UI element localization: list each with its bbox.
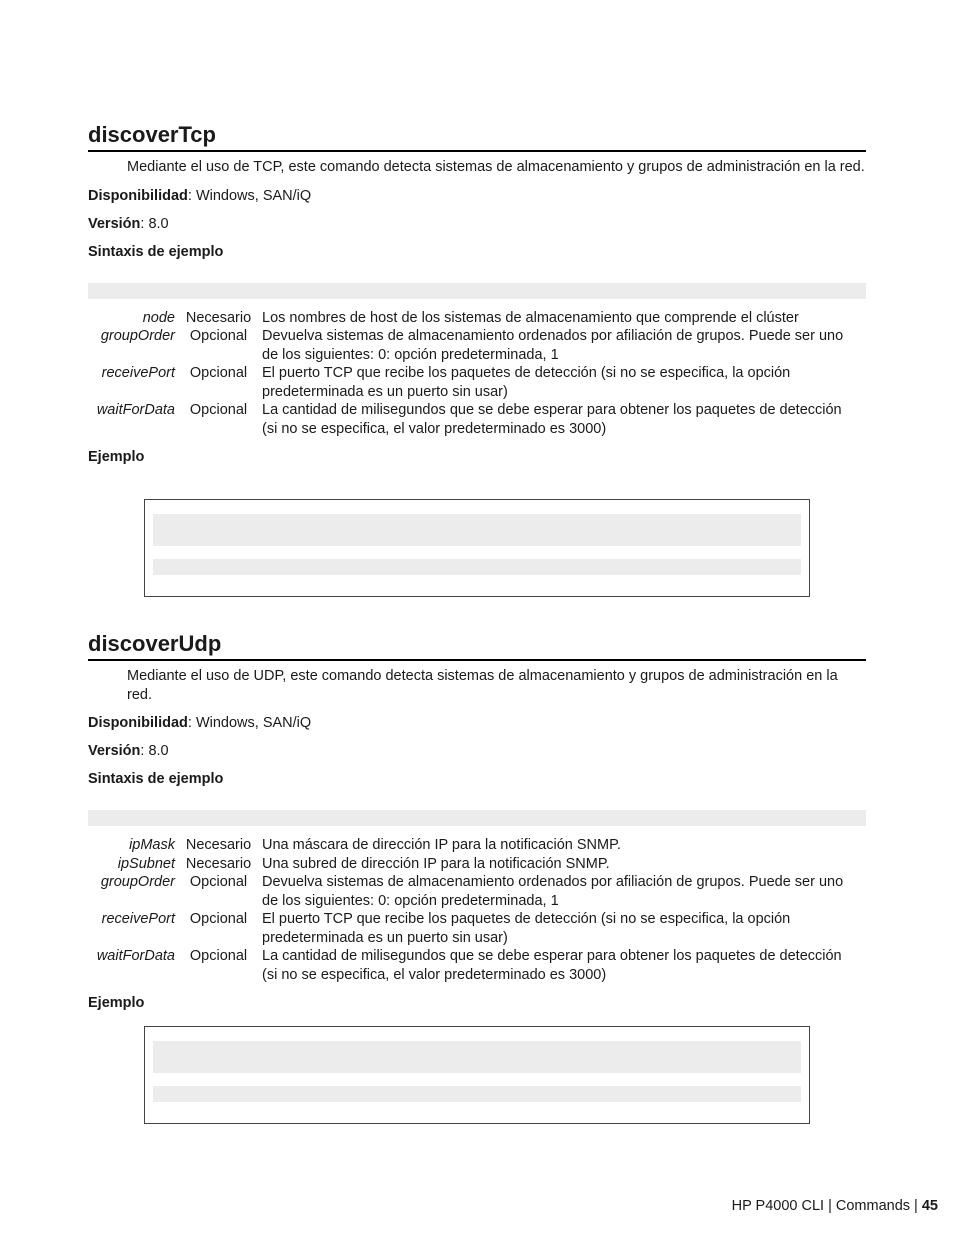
- table-row: [88, 364, 852, 401]
- param-name: waitForData: [96, 402, 175, 418]
- param-name: node: [142, 309, 175, 326]
- param-description: Una máscara de dirección IP para la notificación SNMP.: [262, 837, 621, 853]
- param-requirement: Opcional: [189, 328, 248, 344]
- page-number: 45: [921, 1198, 938, 1214]
- param-requirement: Opcional: [189, 365, 248, 381]
- example-code-line: [153, 1086, 801, 1102]
- param-name: groupOrder: [100, 874, 175, 890]
- param-description: La cantidad de milisegundos que se debe esperar para obtener los paquetes de detección (si no se especifica, el valor predeterminado es 3000): [262, 948, 842, 983]
- section-description: Mediante el uso de UDP, este comando detecta sistemas de almacenamiento y grupos de administración en la red.: [127, 668, 838, 703]
- param-description: La cantidad de milisegundos que se debe esperar para obtener los paquetes de detección (si no se especifica, el valor predeterminado es 3000): [262, 402, 842, 437]
- param-name: ipMask: [129, 837, 175, 853]
- version-value: : 8.0: [140, 743, 169, 759]
- param-description: Los nombres de host de los sistemas de almacenamiento que comprende el clúster: [262, 309, 799, 326]
- param-requirement: Opcional: [189, 911, 248, 927]
- param-description: Devuelva sistemas de almacenamiento ordenados por afiliación de grupos. Puede ser uno de los siguientes: 0: opción predeterminada, 1: [262, 328, 844, 363]
- parameter-table: [88, 836, 852, 984]
- table-row: [88, 947, 852, 984]
- version-value: : 8.0: [140, 215, 169, 232]
- version-label: Versión: [88, 743, 141, 759]
- example-code-line: [153, 559, 801, 575]
- param-description: Devuelva sistemas de almacenamiento ordenados por afiliación de grupos. Puede ser uno de los siguientes: 0: opción predeterminada, 1: [262, 874, 844, 909]
- example-code-box: [144, 499, 810, 597]
- param-description: El puerto TCP que recibe los paquetes de detección (si no se especifica, la opción predeterminada es un puerto sin usar): [262, 365, 791, 400]
- table-row: [88, 401, 852, 438]
- parameter-table: [88, 309, 852, 439]
- table-row: [88, 855, 852, 874]
- availability-line: [88, 714, 866, 732]
- availability-value: : Windows, SAN/iQ: [187, 187, 312, 204]
- footer-text: HP P4000 CLI | Commands |: [731, 1198, 922, 1214]
- version-line: [88, 742, 866, 760]
- param-requirement: Necesario: [185, 855, 252, 872]
- version-label: Versión: [88, 215, 141, 232]
- availability-label: Disponibilidad: [88, 187, 188, 204]
- param-name: groupOrder: [100, 328, 175, 344]
- syntax-code-block: [88, 810, 866, 826]
- example-heading: Ejemplo: [88, 995, 145, 1011]
- table-row: [88, 873, 852, 910]
- param-name: waitForData: [96, 948, 175, 964]
- table-row: [88, 309, 852, 328]
- syntax-heading: Sintaxis de ejemplo: [88, 243, 224, 260]
- example-code-line: [153, 1041, 801, 1073]
- param-requirement: Opcional: [189, 948, 248, 964]
- param-description: Una subred de dirección IP para la notificación SNMP.: [262, 855, 610, 872]
- section-description: Mediante el uso de TCP, este comando detecta sistemas de almacenamiento y grupos de administración en la red.: [127, 159, 865, 175]
- availability-line: [88, 187, 866, 205]
- param-name: receivePort: [101, 911, 175, 927]
- section-discoverudp: [88, 631, 866, 1012]
- availability-label: Disponibilidad: [88, 715, 188, 731]
- param-requirement: Necesario: [185, 309, 252, 326]
- section-discovertcp: [88, 122, 866, 466]
- example-code-box: [144, 1026, 810, 1124]
- page-footer: [732, 1198, 938, 1214]
- param-description: El puerto TCP que recibe los paquetes de detección (si no se especifica, la opción predeterminada es un puerto sin usar): [262, 911, 791, 946]
- table-row: [88, 910, 852, 947]
- param-name: receivePort: [101, 365, 175, 381]
- param-requirement: Opcional: [189, 402, 248, 418]
- table-row: [88, 836, 852, 855]
- table-row: [88, 327, 852, 364]
- example-heading: Ejemplo: [88, 449, 145, 465]
- param-name: ipSubnet: [117, 855, 175, 872]
- syntax-code-block: [88, 283, 866, 299]
- param-requirement: Necesario: [185, 837, 252, 853]
- param-requirement: Opcional: [189, 874, 248, 890]
- version-line: [88, 215, 866, 233]
- syntax-heading: Sintaxis de ejemplo: [88, 771, 224, 787]
- section-title: discoverUdp: [88, 631, 866, 661]
- availability-value: : Windows, SAN/iQ: [187, 715, 312, 731]
- section-title: discoverTcp: [88, 122, 866, 152]
- example-code-line: [153, 514, 801, 546]
